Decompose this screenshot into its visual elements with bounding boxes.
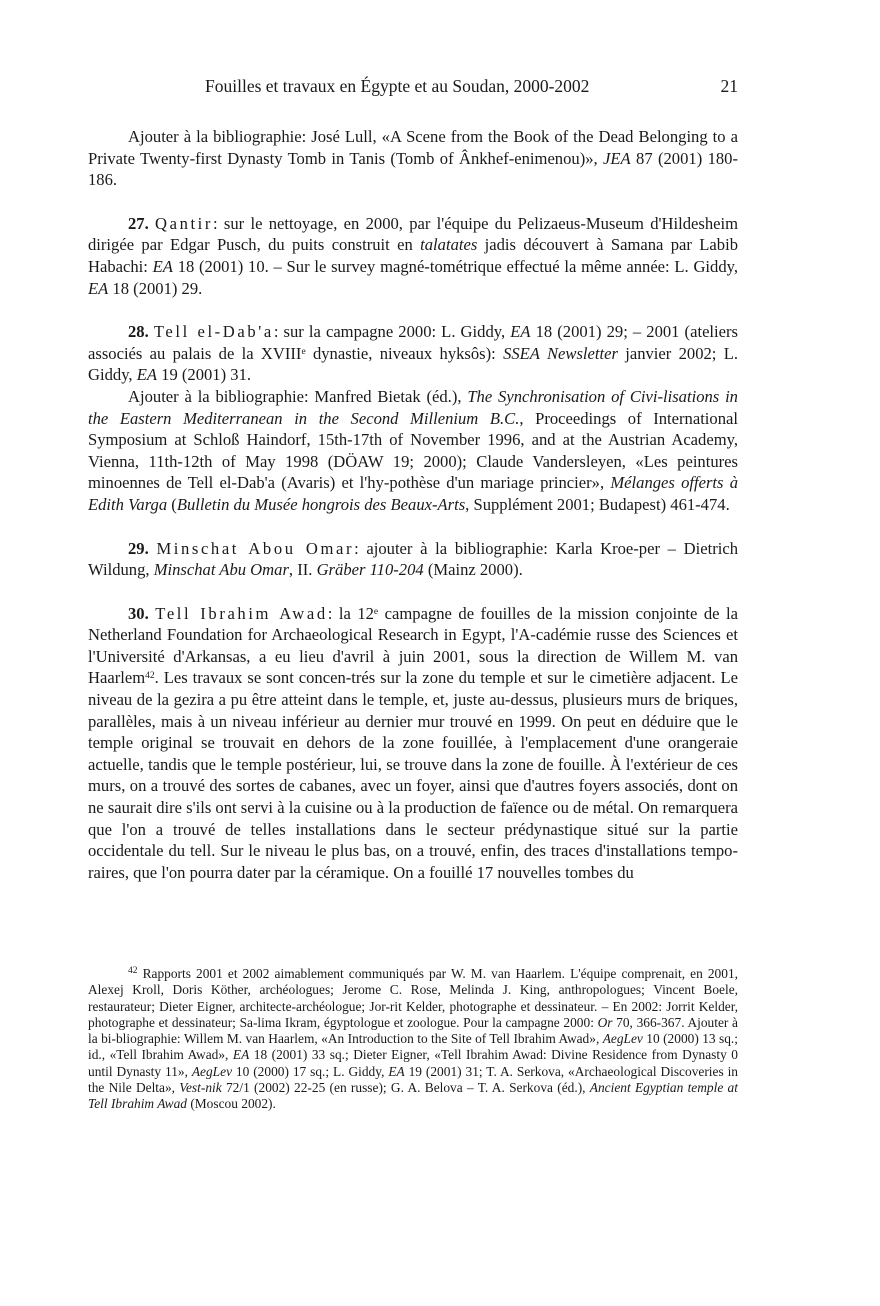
section-number: 30. xyxy=(128,603,149,623)
section-30: 30. Tell Ibrahim Awad: la 12e campagne de fouilles de la mission conjointe de la Netherland Foundation for Archaeological Research in Egypt, l'A-cadémie russe des Sciences et l'Université d'Arkansas, a eu lieu d'avril à juin 2001, sous la direction de Willem M. van Haarlem$^{42}$. Les travaux se sont concen-trés sur la zone du temple et sur le cimetière adjacent. Le niveau de la gezira a pu être atteint dans le temple, et, juste au-dessus, plusieurs murs de briques, parallèles, mais à un niveau inférieur au dernier mur trouvé en 1999. On peut en déduire que le temple original se trouvait en dehors de la zone fouillée, à l'emplacement d'une orangeraie actuelle, tandis que le temple postérieur, lui, se trouve dans la zone de fouille. À l'extérieur de ces murs, on a trouvé des sortes de cabanes, avec un foyer, ainsi que d'autres foyers associés, dont on ne saurait dire s'ils ont servi à la cuisine ou à la production de faïence ou de métal. On remarquera que l'on a trouvé de telles installations dans le secteur prédynastique situé sur la partie occidentale du tell. Sur le niveau le plus bas, on a trouvé, enfin, des traces d'installations tempo-raires, que l'on pourra dater par la céramique. On a fouillé 17 nouvelles tombes du xyxy=(88,603,738,882)
running-title: Fouilles et travaux en Égypte et au Soudan, 2000-2002 xyxy=(205,76,590,96)
running-header xyxy=(88,76,738,100)
section-28: 28. Tell el-Dab'a: sur la campagne 2000: L. Giddy, EA 18 (2001) 29; – 2001 (ateliers associés au palais de la XVIIIe dynastie, niveaux hyksôs): SSEA Newsletter janvier 2002; L. Giddy, EA 19 (2001) 31. xyxy=(88,322,738,385)
main-text xyxy=(88,126,738,883)
paragraph-intro-bibliography: Ajouter à la bibliographie: José Lull, «A Scene from the Book of the Dead Belonging to a Private Twenty-first Dynasty Tomb in Tanis (Tomb of Ânkhef-enimenou)», JEA 87 (2001) 180-186. xyxy=(88,127,738,190)
section-number: 28. xyxy=(128,322,149,342)
site-name: Tell el-Dab'a xyxy=(153,322,274,342)
site-name: Tell Ibrahim Awad xyxy=(155,603,328,623)
footnote-mark: 42 xyxy=(128,966,138,976)
section-27: 27. Qantir: sur le nettoyage, en 2000, par l'équipe du Pelizaeus-Museum d'Hildesheim dirigée par Edgar Pusch, du puits construit en talatates jadis découvert à Samana par Labib Habachi: EA 18 (2001) 10. – Sur le survey magné-tométrique effectué la même année: L. Giddy, EA 18 (2001) 29. xyxy=(88,213,739,298)
footnote-reference[interactable]: 42 xyxy=(145,671,155,682)
footnote-42: $^{42}$ Rapports 2001 et 2002 aimablement communiqués par W. M. van Haarlem. L'équipe comprenait, en 2001, Alexej Kroll, Doris Köther, archéologues; Jerome C. Rose, Melinda J. King, anthropologues; Vincent Boele, restaurateur; Dieter Eigner, architecte-archéologue; Jor-rit Kelder, photographe et dessinateur. – En 2002: Jorrit Kelder, photographe et dessinateur; Sa-lima Ikram, égyptologue et zoologue. Pour la campagne 2000: Or 70, 366-367. Ajouter à la bi-bliographie: Willem M. van Haarlem, «An Introduction to the Site of Tell Ibrahim Awad», AegLev 10 (2000) 13 sq.; id., «Tell Ibrahim Awad», EA 18 (2001) 33 sq.; Dieter Eigner, «Tell Ibrahim Awad: Divine Residence from Dynasty 0 until Dynasty 11», AegLev 10 (2000) 17 sq.; L. Giddy, EA 19 (2001) 31; T. A. Serkova, «Archaeological Discoveries in the Nile Delta», Vest-nik 72/1 (2002) 22-25 (en russe); G. A. Belova – T. A. Serkova (éd.), Ancient Egyptian temple at Tell Ibrahim Awad (Moscou 2002). xyxy=(88,966,738,1112)
section-29: 29. Minschat Abou Omar: ajouter à la bibliographie: Karla Kroe-per – Dietrich Wildung, Minschat Abu Omar, II. Gräber 110-204 (Mainz 2000). xyxy=(88,538,739,580)
section-number: 27. xyxy=(128,213,149,233)
site-name: Qantir xyxy=(155,213,214,233)
section-28-bibliography: Ajouter à la bibliographie: Manfred Bietak (éd.), The Synchronisation of Civi-lisations in the Eastern Mediterranean in the Second Millenium B.C., Proceedings of International Symposium at Schloß Haindorf, 15th-17th of November 1996, and at the Austrian Academy, Vienna, 11th-12th of May 1998 (DÖAW 19; 2000); Claude Vandersleyen, «Les peintures minoennes de Tell el-Dab'a (Avaris) et l'hy-pothèse d'un mariage princier», Mélanges offerts à Edith Varga (Bulletin du Musée hongrois des Beaux-Arts, Supplément 2001; Budapest) 461-474. xyxy=(88,386,739,514)
section-number: 29. xyxy=(128,538,149,558)
page-number: 21 xyxy=(720,76,738,96)
footnotes xyxy=(88,966,738,1113)
site-name: Minschat Abou Omar xyxy=(156,538,355,558)
